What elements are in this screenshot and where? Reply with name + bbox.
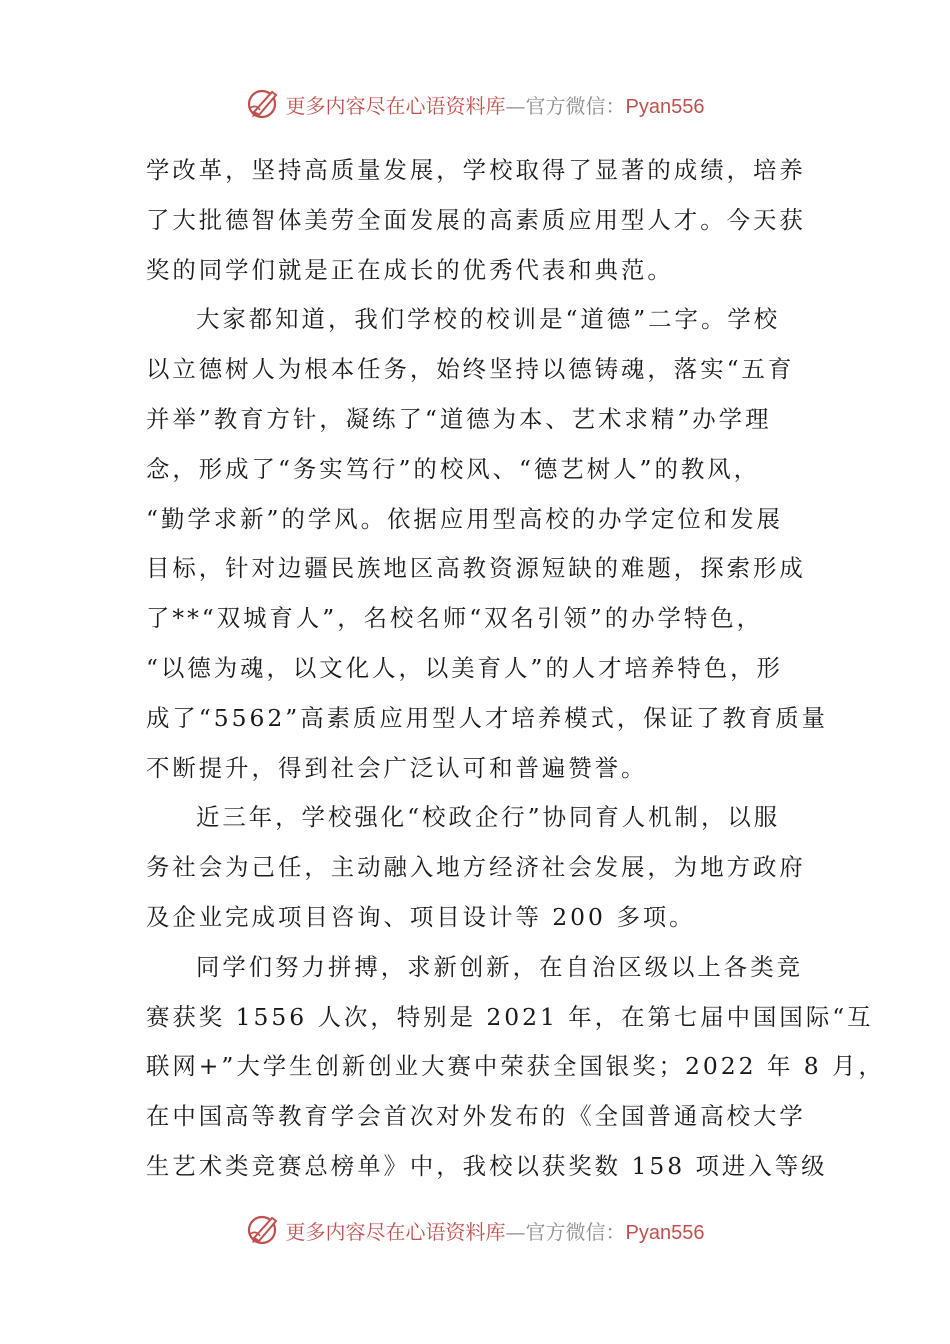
body-line: 生艺术类竞赛总榜单》中，我校以获奖数 158 项进入等级 (146, 1151, 828, 1180)
body-line: 了大批德智体美劳全面发展的高素质应用型人才。今天获 (146, 205, 806, 234)
body-line: 务社会为己任，主动融入地方经济社会发展，为地方政府 (146, 853, 806, 882)
banner-prefix: 更多内容尽在心语资料库 (285, 1219, 506, 1244)
body-line: 近三年，学校强化“校政企行”协同育人机制，以服 (196, 803, 781, 832)
body-line: 联网+”大学生创新创业大赛中荣获全国银奖；2022 年 8 月， (146, 1052, 885, 1081)
pen-logo-icon (246, 86, 282, 122)
header-banner (0, 84, 950, 124)
body-line: 不断提升，得到社会广泛认可和普遍赞誉。 (146, 753, 648, 782)
body-line: 目标，针对边疆民族地区高教资源短缺的难题，探索形成 (146, 554, 806, 583)
banner-dash: — (505, 1219, 526, 1244)
body-line: 以立德树人为根本任务，始终坚持以德铸魂，落实“五育 (146, 355, 795, 384)
banner-prefix: 更多内容尽在心语资料库 (285, 93, 506, 118)
banner-text (286, 1216, 705, 1245)
body-line: 大家都知道，我们学校的校训是“道德”二字。学校 (196, 305, 781, 334)
banner-handle: Pyan556 (625, 1221, 705, 1244)
body-line: 同学们努力拼搏，求新创新，在自治区级以上各类竞 (196, 952, 803, 981)
banner-wechat-label: 官方微信： (525, 93, 626, 118)
banner-text (286, 90, 705, 119)
banner-wechat-label: 官方微信： (525, 1219, 626, 1244)
body-line: 念，形成了“务实笃行”的校风、“德艺树人”的教风， (146, 454, 761, 483)
body-line: 奖的同学们就是正在成长的优秀代表和典范。 (146, 255, 674, 284)
banner-dash: — (505, 93, 526, 118)
body-line: 了**“双城育人”，名校名师“双名引领”的办学特色， (146, 604, 764, 633)
body-line: “以德为魂，以文化人，以美育人”的人才培养特色，形 (146, 653, 783, 682)
body-line: 并举”教育方针，凝练了“道德为本、艺术求精”办学理 (146, 404, 772, 433)
pen-logo-icon (246, 1212, 282, 1248)
body-line: 学改革，坚持高质量发展，学校取得了显著的成绩，培养 (146, 156, 806, 184)
body-line: “勤学求新”的学风。依据应用型高校的办学定位和发展 (146, 504, 783, 533)
banner-handle: Pyan556 (625, 95, 705, 118)
body-line: 成了“5562”高素质应用型人才培养模式，保证了教育质量 (146, 703, 829, 732)
document-body (146, 146, 885, 1192)
body-line: 在中国高等教育学会首次对外发布的《全国普通高校大学 (146, 1102, 806, 1131)
footer-banner (0, 1210, 950, 1250)
body-line: 及企业完成项目咨询、项目设计等 200 多项。 (146, 902, 696, 931)
body-line: 赛获奖 1556 人次，特别是 2021 年，在第七届中国国际“互 (146, 1002, 874, 1031)
